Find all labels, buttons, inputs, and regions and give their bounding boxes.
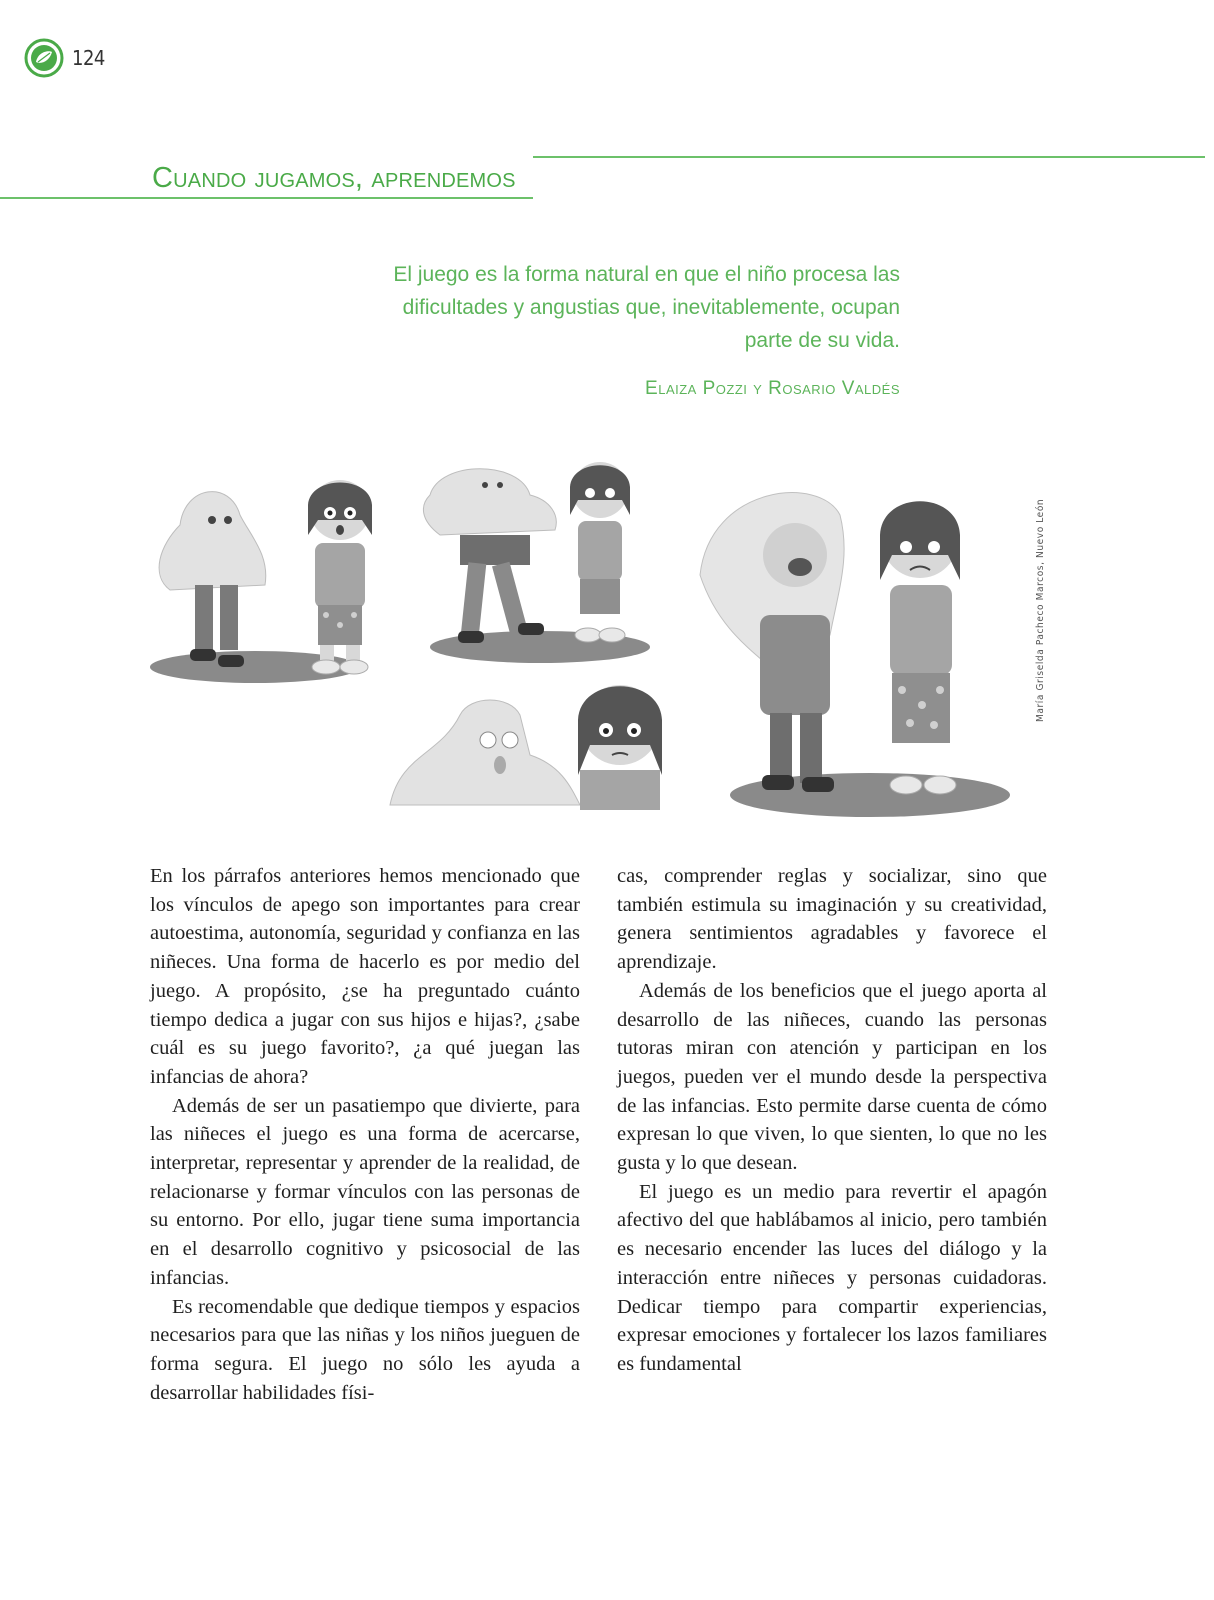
page-number: 124 bbox=[72, 46, 105, 70]
body-paragraph: En los párrafos anteriores hemos mencionado que los vínculos de apego son importantes para crear autoestima, autonomía, seguridad y confianza en las niñeces. Una forma de hacerlo es por medio del juego. A propósito, ¿se ha preguntado cuánto tiempo dedica a jugar con sus hijos e hijas?, ¿sabe cuál es su juego favorito?, ¿a qué juegan las infancias de ahora? bbox=[150, 865, 580, 1088]
body-paragraph: Además de los beneficios que el juego aporta al desarrollo de las niñeces, cuando las personas tutoras miran con atención y participan en los juegos, pueden ver el mundo desde la perspectiva de las infancias. Esto permite darse cuenta de cómo expresan lo que viven, lo que sienten, lo que no les gusta y lo que desean. bbox=[617, 979, 1047, 1175]
title-rule-top bbox=[533, 156, 1205, 158]
scene-ghost-walking bbox=[423, 462, 650, 663]
page-header bbox=[24, 38, 105, 78]
scene-ghost-scare bbox=[150, 480, 372, 683]
section-title: Cuando jugamos, aprendemos bbox=[152, 162, 516, 194]
scene-ghost-peek bbox=[390, 685, 662, 810]
body-paragraph: Además de ser un pasatiempo que divierte, para las niñeces el juego es una forma de acercarse, interpretar, representar y aprender de la realidad, de relacionarse y formar vínculos con las personas de su entorno. Por ello, jugar tiene suma importancia en el desarrollo cognitivo y psicosocial de las infancias. bbox=[150, 1094, 580, 1289]
epigraph-line: parte de su vida. bbox=[744, 329, 900, 352]
children-playing-ghost-illustration bbox=[140, 455, 1040, 835]
body-column-right bbox=[617, 862, 1047, 1379]
body-column-left bbox=[150, 862, 580, 1407]
epigraph-quote bbox=[300, 258, 900, 357]
body-paragraph: El juego es un medio para revertir el apagón afectivo del que hablábamos al inicio, pero también es necesario encender las luces del diálogo y la interacción entre niñeces y personas cuidadoras. Dedicar tiempo para compartir experiencias, expresar emociones y fortalecer los lazos familiares es fundamental bbox=[617, 1180, 1047, 1375]
epigraph-line: dificultades y angustias que, inevitablemente, ocupan bbox=[402, 296, 900, 319]
leaf-circle-logo-icon bbox=[24, 38, 64, 78]
epigraph-author: Elaiza Pozzi y Rosario Valdés bbox=[645, 378, 900, 399]
scene-sheet-reveal bbox=[700, 493, 1010, 817]
illustration-credit: María Griselda Pacheco Marcos, Nuevo León bbox=[1035, 498, 1046, 722]
body-paragraph: Es recomendable que dedique tiempos y espacios necesarios para que las niñas y los niños jueguen de forma segura. El juego no sólo les ayuda a desarrollar habilidades físi- bbox=[150, 1295, 580, 1404]
body-paragraph: cas, comprender reglas y socializar, sino que también estimula su imaginación y su creatividad, genera sentimientos agradables y favorece el aprendizaje. bbox=[617, 865, 1047, 974]
epigraph-line: El juego es la forma natural en que el niño procesa las bbox=[393, 263, 900, 286]
title-rule-bottom bbox=[0, 197, 533, 199]
